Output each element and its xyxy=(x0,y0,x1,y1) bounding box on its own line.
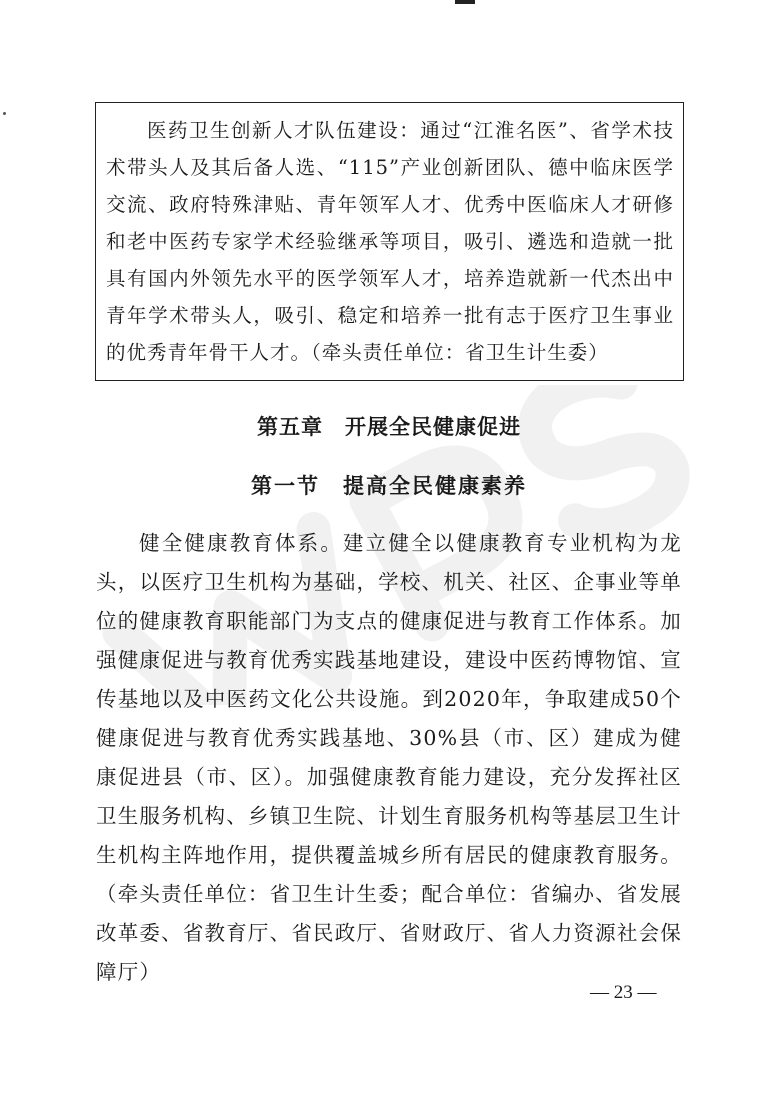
chapter-title: 第五章 开展全民健康促进 xyxy=(257,415,521,439)
scan-dot xyxy=(3,112,6,115)
body-paragraph: 健全健康教育体系。建立健全以健康教育专业机构为龙头，以医疗卫生机构为基础，学校、机关、社区、企事业等单位的健康教育职能部门为支点的健康促进与教育工作体系。加强健康促进与教育优秀实践基地建设，建设中医药博物馆、宣传基地以及中医药文化公共设施。到2020年，争取建成50个健康促进与教育优秀实践基地、30%县（市、区）建成为健康促进县（市、区）。加强健康教育能力建设，充分发挥社区卫生服务机构、乡镇卫生院、计划生育服务机构等基层卫生计生机构主阵地作用，提供覆盖城乡所有居民的健康教育服务。（牵头责任单位：省卫生计生委；配合单位：省编办、省发展改革委、省教育厅、省民政厅、省财政厅、省人力资源社会保障厅） xyxy=(96,531,682,984)
page-number: — 23 — xyxy=(590,982,657,1003)
box-paragraph: 医药卫生创新人才队伍建设：通过“江淮名医”、省学术技术带头人及其后备人选、“115”产业创新团队、德中临床医学交流、政府特殊津贴、青年领军人才、优秀中医临床人才研修和老中医药专家学术经验继承等项目，吸引、遴选和造就一批具有国内外领先水平的医学领军人才，培养造就新一代杰出中青年学术带头人，吸引、稳定和培养一批有志于医疗卫生事业的优秀青年骨干人才。（牵头责任单位：省卫生计生委） xyxy=(106,119,674,364)
section-title: 第一节 提高全民健康素养 xyxy=(251,473,527,498)
scan-mark xyxy=(455,0,475,4)
